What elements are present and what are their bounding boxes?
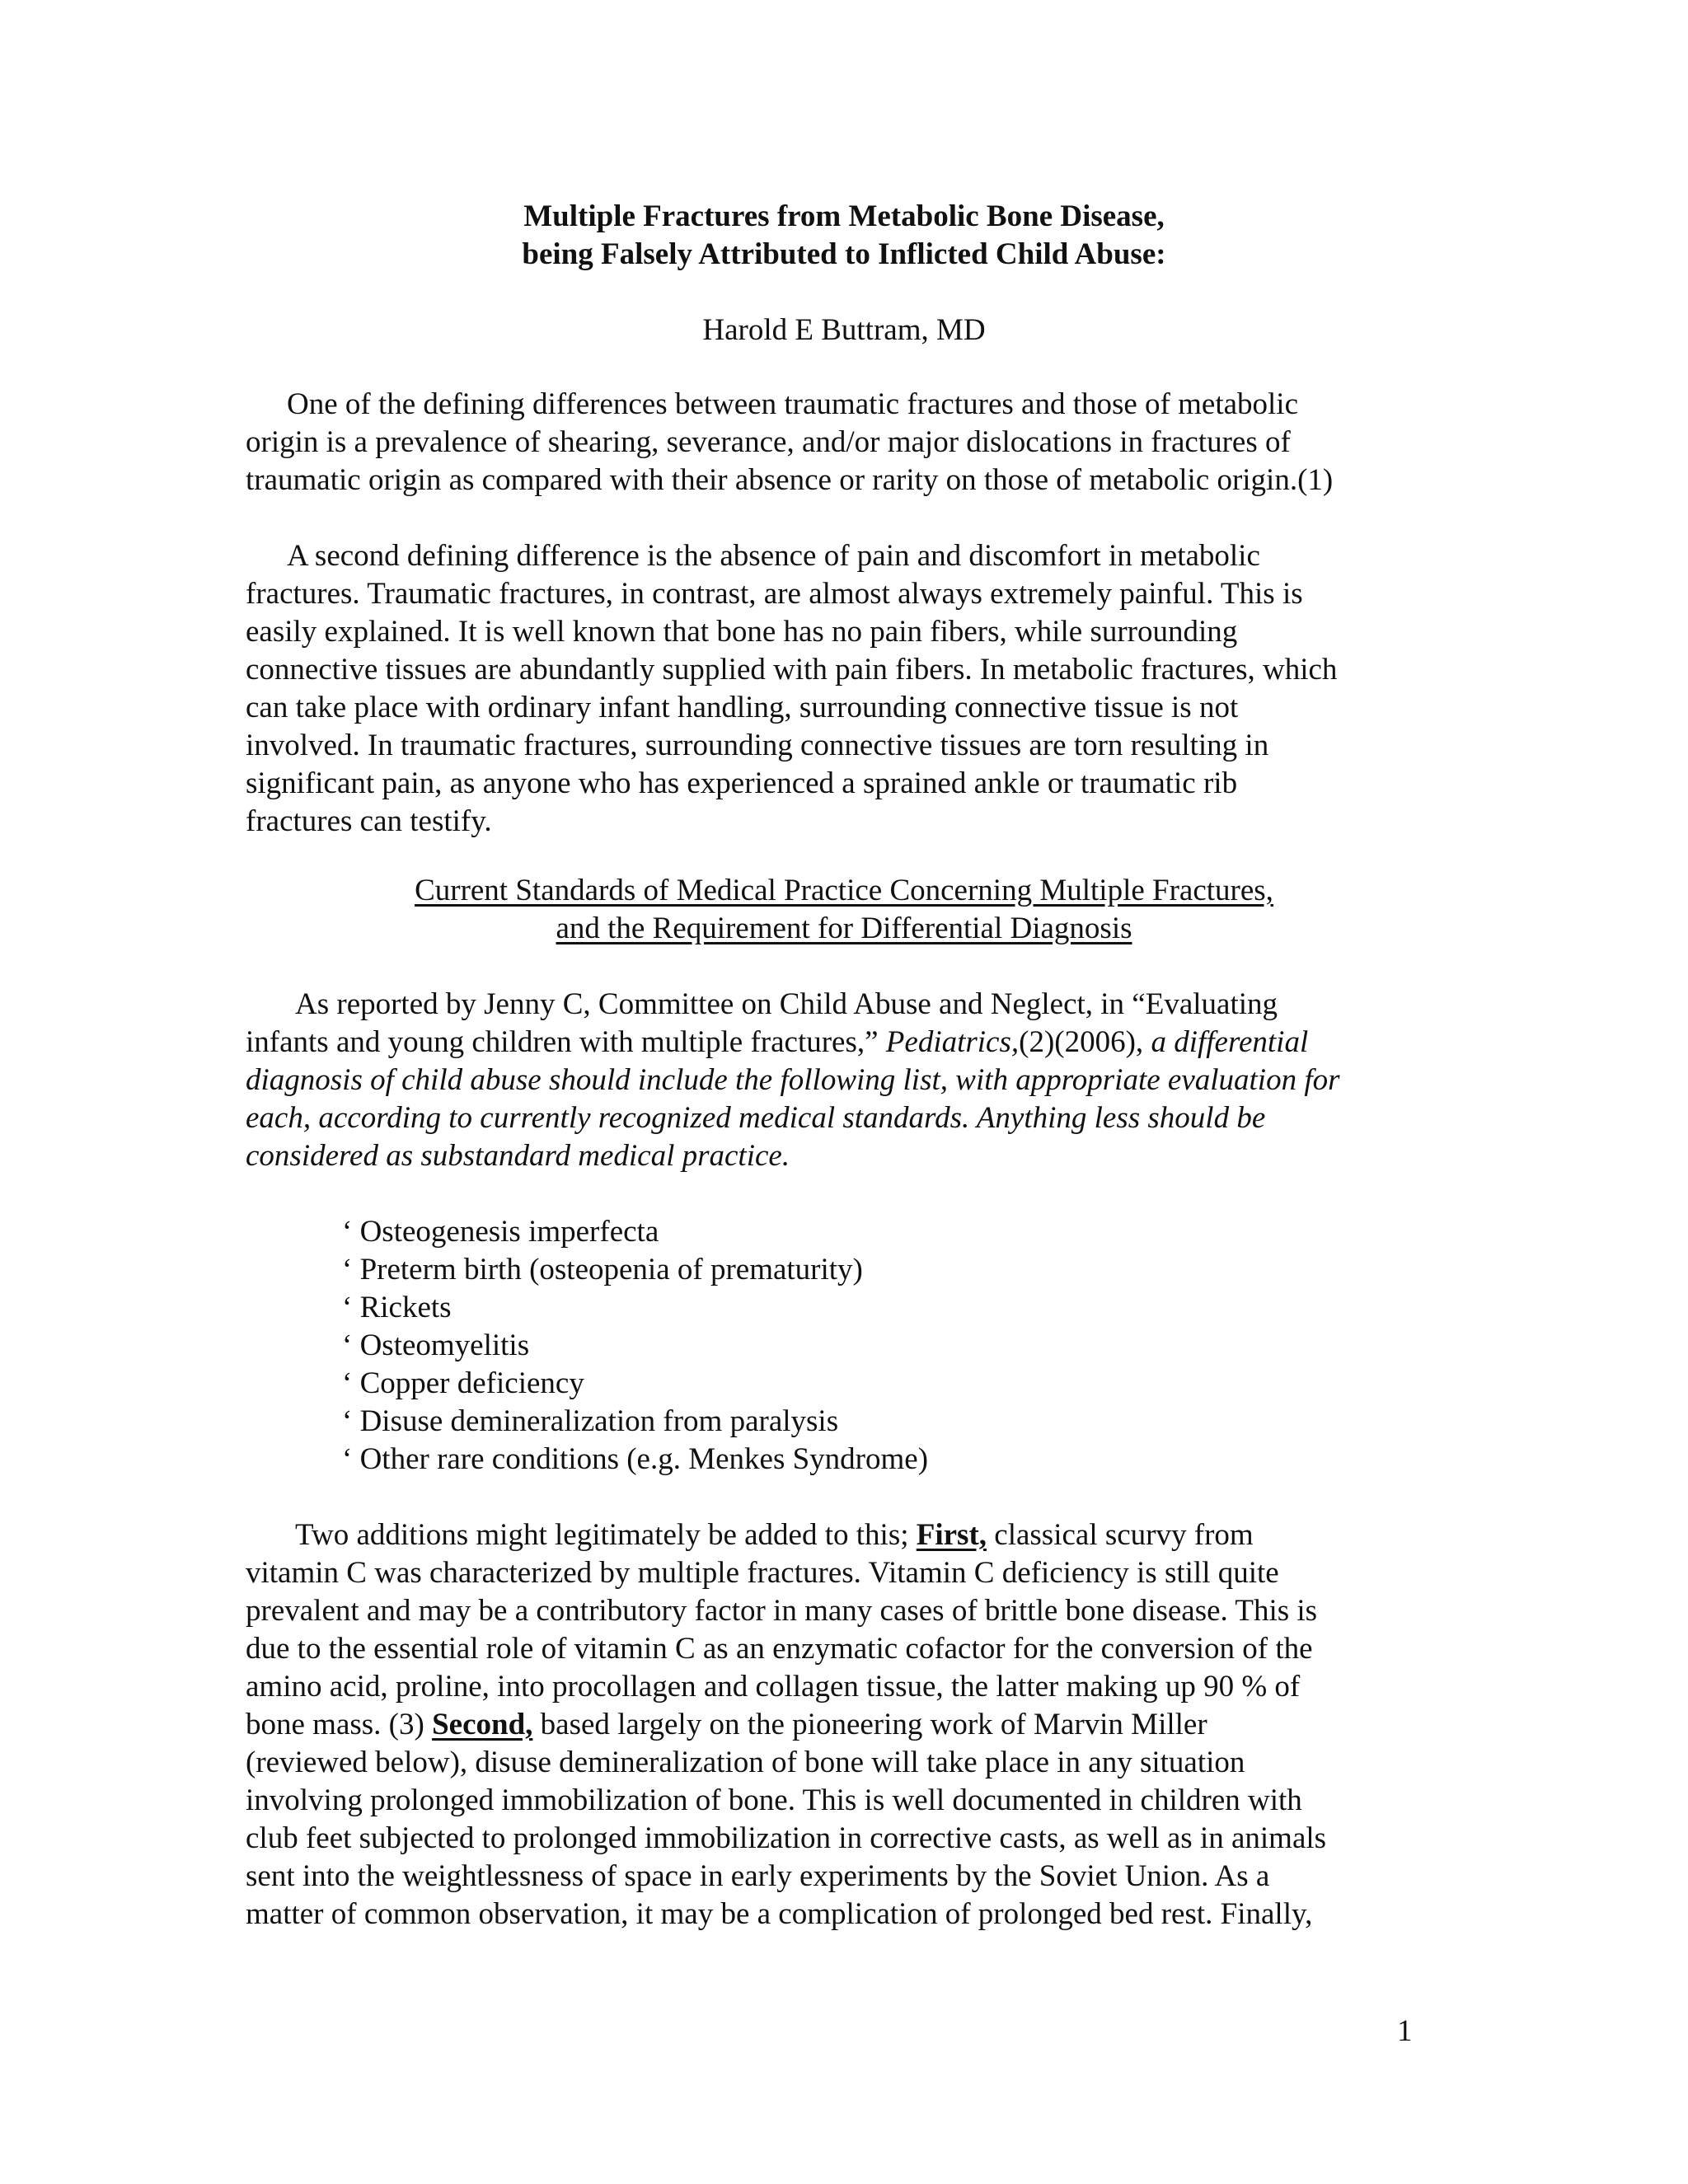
paragraph-4-line: amino acid, proline, into procollagen and collagen tissue, the latter making up 90 % of: [246, 1670, 1301, 1704]
subheading-text: and the Requirement for Differential Diagnosis: [556, 912, 1132, 945]
citation-issue: (2)(2006),: [1019, 1025, 1151, 1059]
paragraph-3-line: each, according to currently recognized medical standards. Anything less should be: [246, 1101, 1266, 1135]
list-item: ‘ Osteomyelitis: [342, 1329, 530, 1362]
paragraph-4-line: sent into the weightlessness of space in early experiments by the Soviet Union. As a: [246, 1859, 1270, 1893]
text: based largely on the pioneering work of Marvin Miller: [532, 1708, 1207, 1741]
emphasis-second: Second,: [432, 1708, 533, 1741]
section-subheading-line-2: [0, 910, 1688, 948]
paragraph-1-line: origin is a prevalence of shearing, severance, and/or major dislocations in fractures of: [246, 425, 1291, 459]
list-item: ‘ Copper deficiency: [342, 1366, 584, 1400]
list-item: ‘ Disuse demineralization from paralysis: [342, 1404, 839, 1438]
paragraph-1-line: One of the defining differences between traumatic fractures and those of metabolic: [287, 387, 1298, 421]
paragraph-4-line: matter of common observation, it may be a complication of prolonged bed rest. Finally,: [246, 1897, 1313, 1931]
paragraph-2-line: can take place with ordinary infant handling, surrounding connective tissue is not: [246, 691, 1239, 724]
paragraph-2-line: significant pain, as anyone who has experienced a sprained ankle or traumatic rib: [246, 766, 1238, 800]
paragraph-4-line: [246, 1706, 1432, 1744]
paragraph-4-line: vitamin C was characterized by multiple fractures. Vitamin C deficiency is still quite: [246, 1556, 1279, 1590]
paragraph-4-line: (reviewed below), disuse demineralization of bone will take place in any situation: [246, 1746, 1245, 1779]
text: Two additions might legitimately be added to this;: [295, 1518, 917, 1552]
paragraph-4-line: prevalent and may be a contributory factor in many cases of brittle bone disease. This is: [246, 1594, 1318, 1628]
paragraph-2-line: fractures. Traumatic fractures, in contrast, are almost always extremely painful. This is: [246, 577, 1303, 611]
paragraph-3-line: considered as substandard medical practice.: [246, 1139, 790, 1173]
author-name: Harold E Buttram, MD: [702, 313, 986, 347]
text: classical scurvy from: [987, 1518, 1254, 1552]
paragraph-3-line: As reported by Jenny C, Committee on Child Abuse and Neglect, in “Evaluating: [295, 987, 1278, 1021]
page-number: 1: [1397, 2014, 1413, 2048]
journal-name: Pediatrics,: [885, 1025, 1020, 1059]
text: bone mass. (3): [246, 1708, 433, 1741]
paragraph-3: [246, 986, 1432, 1175]
paragraph-3-line: [246, 1024, 1432, 1062]
paragraph-4-line: [246, 1516, 1432, 1554]
list-item: ‘ Other rare conditions (e.g. Menkes Syndrome): [342, 1442, 929, 1476]
paragraph-4-line: due to the essential role of vitamin C as an enzymatic cofactor for the conversion of the: [246, 1632, 1313, 1666]
paragraph-4-line: involving prolonged immobilization of bone. This is well documented in children with: [246, 1783, 1302, 1817]
paragraph-2-line: fractures can testify.: [246, 804, 492, 838]
paragraph-4-line: club feet subjected to prolonged immobilization in corrective casts, as well as in animals: [246, 1821, 1327, 1855]
paragraph-2-line: connective tissues are abundantly supplied with pain fibers. In metabolic fractures, which: [246, 653, 1338, 687]
paragraph-1: [246, 386, 1432, 499]
paragraph-2-line: easily explained. It is well known that bone has no pain fibers, while surrounding: [246, 615, 1238, 649]
emphasis-first: First,: [916, 1518, 987, 1552]
list-item: ‘ Preterm birth (osteopenia of prematurity): [342, 1253, 863, 1286]
subheading-text: Current Standards of Medical Practice Concerning Multiple Fractures,: [415, 874, 1273, 907]
document-title-line-1: Multiple Fractures from Metabolic Bone Disease,: [523, 199, 1165, 233]
italic-text: a differential: [1151, 1025, 1309, 1059]
paragraph-1-line: traumatic origin as compared with their absence or rarity on those of metabolic origin.(1): [246, 463, 1334, 497]
list-item: ‘ Rickets: [342, 1291, 452, 1324]
paragraph-4: [246, 1516, 1432, 1933]
paragraph-3-line: diagnosis of child abuse should include the following list, with appropriate evaluation for: [246, 1063, 1340, 1097]
list-item: ‘ Osteogenesis imperfecta: [342, 1215, 659, 1249]
differential-diagnosis-list: [342, 1213, 1414, 1479]
paragraph-2-line: involved. In traumatic fractures, surrounding connective tissues are torn resulting in: [246, 729, 1269, 762]
section-subheading-line-1: [0, 872, 1688, 910]
document-title-line-2: being Falsely Attributed to Inflicted Child Abuse:: [522, 237, 1166, 271]
paragraph-2-line: A second defining difference is the absence of pain and discomfort in metabolic: [287, 539, 1260, 573]
citation-text: infants and young children with multiple fractures,”: [246, 1025, 886, 1059]
paragraph-2: [246, 537, 1432, 841]
